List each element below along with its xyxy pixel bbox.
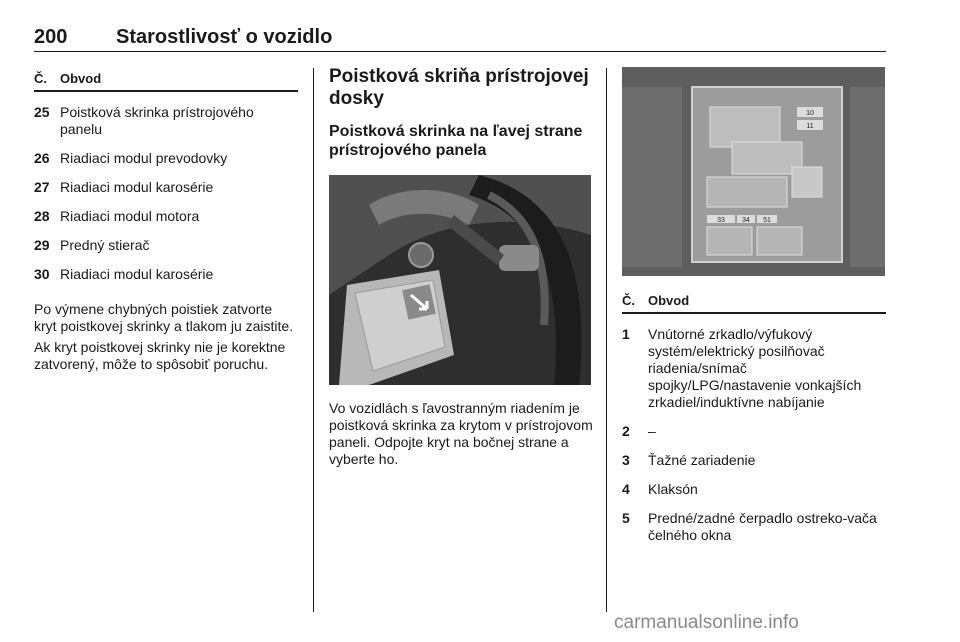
row-description: Predný stierač [60, 237, 150, 253]
fusebox-photo [622, 67, 885, 276]
row-number: 28 [34, 208, 50, 224]
row-number: 4 [622, 481, 630, 497]
row-description: Riadiaci modul karosérie [60, 179, 214, 195]
fuse-label-33: 33 [717, 217, 725, 224]
page-header [34, 24, 886, 52]
row-number: 30 [34, 266, 50, 282]
left-table-col-desc: Obvod [60, 70, 102, 86]
table-row [622, 423, 886, 440]
table-row [622, 510, 886, 544]
row-number: 2 [622, 423, 630, 439]
watermark: carmanualsonline.info [614, 612, 799, 633]
paragraph-fuse-location: Vo vozidlách s ľavostranným riadením je poistková skrinka za krytom v prístrojovom paneli. Odpojte kryt na bočnej strane a vyberte ho. [329, 400, 593, 467]
row-description: Riadiaci modul prevodovky [60, 150, 228, 166]
row-number: 5 [622, 510, 630, 526]
page-title: Starostlivosť o vozidlo [116, 26, 333, 48]
table-row [622, 326, 886, 411]
column-divider-2 [606, 68, 607, 612]
subsection-title: Poistková skrinka na ľavej strane prístrojového panela [329, 123, 583, 159]
row-number: 3 [622, 452, 630, 468]
right-table-col-no: Č. [622, 292, 635, 308]
row-description: Riadiaci modul motora [60, 208, 200, 224]
table-row [34, 104, 298, 138]
table-row [34, 150, 298, 167]
left-column [34, 66, 298, 373]
fuse-label-11: 11 [806, 123, 814, 130]
table-row [622, 452, 886, 469]
middle-paragraph-block [329, 400, 597, 468]
column-divider-1 [313, 68, 314, 612]
paragraph-malfunction: Ak kryt poistkovej skrinky nie je korektne zatvorený, môže to spôsobiť poruchu. [34, 339, 286, 372]
left-table-header [34, 66, 298, 92]
table-row [34, 179, 298, 196]
left-table-col-no: Č. [34, 70, 47, 86]
fuse-label-51: 51 [763, 217, 771, 224]
table-row [34, 237, 298, 254]
page-number: 200 [34, 26, 68, 48]
row-number: 27 [34, 179, 50, 195]
row-description: – [648, 423, 656, 439]
row-number: 25 [34, 104, 50, 120]
section-title: Poistková skriňa prístrojovej dosky [329, 66, 589, 109]
row-description: Ťažné zariadenie [648, 452, 756, 468]
table-row [34, 208, 298, 225]
row-description: Klaksón [648, 481, 698, 497]
row-number: 29 [34, 237, 50, 253]
row-description: Vnútorné zrkadlo/výfukový systém/elektrický posilňovač riadenia/snímač spojky/LPG/nastavenie vonkajších zrkadiel/induktívne nabíjanie [648, 326, 862, 410]
table-row [622, 481, 886, 498]
row-description: Riadiaci modul karosérie [60, 266, 214, 282]
row-number: 1 [622, 326, 630, 342]
table-row [34, 266, 298, 283]
dashboard-photo [329, 175, 591, 385]
right-table-col-desc: Obvod [648, 292, 690, 308]
fuse-label-34: 34 [742, 217, 750, 224]
right-table-header [622, 288, 886, 314]
middle-column [329, 66, 594, 160]
row-number: 26 [34, 150, 50, 166]
paragraph-fuse-cover: Po výmene chybných poistiek zatvorte kryt poistkovej skrinky a tlakom ju zaistite. [34, 301, 294, 334]
right-column [622, 288, 886, 544]
dashboard-photo-image [329, 175, 591, 385]
row-description: Predné/zadné čerpadlo ostreko-vača čelného okna [648, 510, 877, 543]
row-description: Poistková skrinka prístrojového panelu [60, 104, 254, 137]
fusebox-diagram [622, 67, 885, 276]
fuse-label-10: 10 [806, 110, 814, 117]
